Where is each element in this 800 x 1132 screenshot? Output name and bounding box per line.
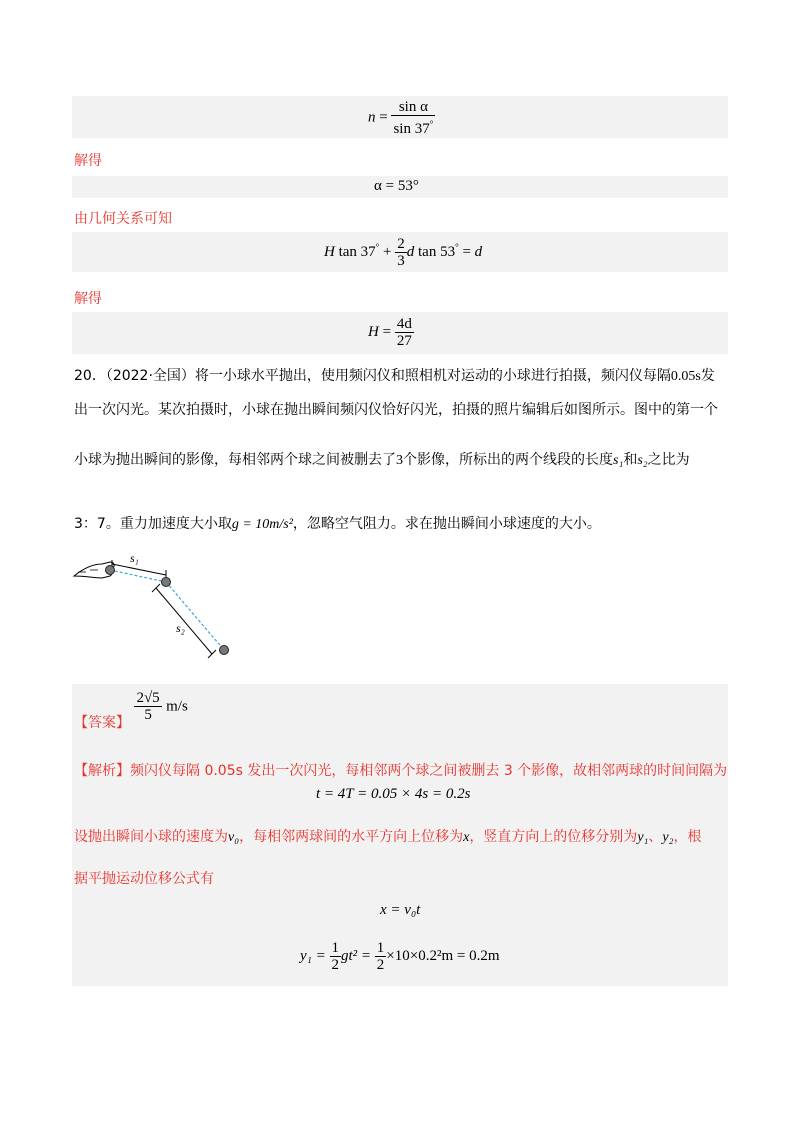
equation-H: H = $\frac{4d}{27}$ bbox=[368, 316, 412, 349]
label-solve-2: 解得 bbox=[74, 291, 102, 307]
answer-tag: 【答案】 bbox=[74, 714, 130, 731]
analysis-line-2: 设抛出瞬间小球的速度为v₀，每相邻两球间的水平方向上位移为x，竖直方向上的位移分别为y₁、y₂，根 bbox=[74, 829, 702, 845]
problem-line-3: 小球为抛出瞬间的影像，每相邻两个球之间被删去了3个影像，所标出的两个线段的长度s₁和s₂之比为 bbox=[74, 452, 690, 468]
dimension-s1 bbox=[112, 564, 166, 575]
equation-geometry: H tan 37° + $\frac{2}{3}$ d tan 53° = d bbox=[324, 236, 483, 269]
label-s2: s₂ bbox=[176, 621, 185, 635]
label-solve-1: 解得 bbox=[74, 153, 102, 169]
analysis-tag: 【解析】 bbox=[74, 763, 130, 779]
label-geometry: 由几何关系可知 bbox=[74, 211, 172, 227]
equation-alpha: α = 53° bbox=[374, 178, 419, 194]
eq-n-denominator: sin 37° bbox=[393, 119, 434, 137]
eq-n-lhs: n bbox=[368, 109, 376, 126]
analysis-line-3: 据平抛运动位移公式有 bbox=[74, 871, 214, 887]
ball-2 bbox=[162, 578, 171, 587]
problem-line-4: 3：7。重力加速度大小取g = 10m/s²，忽略空气阻力。求在抛出瞬间小球速度的大小。 bbox=[74, 516, 601, 532]
equation-y1: y₁ = $\frac{1}{2}$ gt² = $\frac{1}{2}$ ×10×0.2²m = 0.2m bbox=[300, 940, 500, 973]
answer-line bbox=[74, 690, 188, 731]
eq-geometry-fraction: $\frac{2}{3}$ bbox=[397, 236, 405, 269]
eq-n-numerator: sin α bbox=[391, 99, 435, 116]
problem-line-1: 20．（2022·全国）将一小球水平抛出，使用频闪仪和照相机对运动的小球进行拍摄，频闪仪每隔0.05s发 bbox=[74, 368, 715, 384]
problem-line-2: 出一次闪光。某次拍摄时，小球在抛出瞬间频闪仪恰好闪光，拍摄的照片编辑后如图所示。图中的第一个 bbox=[74, 402, 718, 418]
answer-fraction: $\frac{2√5}{5}$ bbox=[136, 690, 160, 723]
trajectory-dashed-1 bbox=[110, 570, 166, 582]
ball-3 bbox=[220, 646, 229, 655]
analysis-line-1: 【解析】频闪仪每隔 0.05s 发出一次闪光，每相邻两个球之间被删去 3 个影像，故相邻两球的时间间隔为 bbox=[74, 763, 728, 779]
answer-unit: m/s bbox=[166, 698, 188, 715]
eq-H-fraction: $\frac{4d}{27}$ bbox=[396, 316, 412, 349]
equation-x: x = v₀t bbox=[380, 902, 421, 918]
ball-1 bbox=[106, 566, 115, 575]
equation-t: t = 4T = 0.05 × 4s = 0.2s bbox=[316, 786, 471, 802]
label-s1: s₁ bbox=[130, 551, 139, 565]
equation-n: n = $\frac{\text{sin α}}{\sin 37^\circ}$ bbox=[368, 99, 434, 137]
trajectory-dashed-2 bbox=[166, 582, 224, 650]
eq-n-fraction bbox=[391, 99, 435, 137]
projectile-figure bbox=[72, 548, 242, 664]
